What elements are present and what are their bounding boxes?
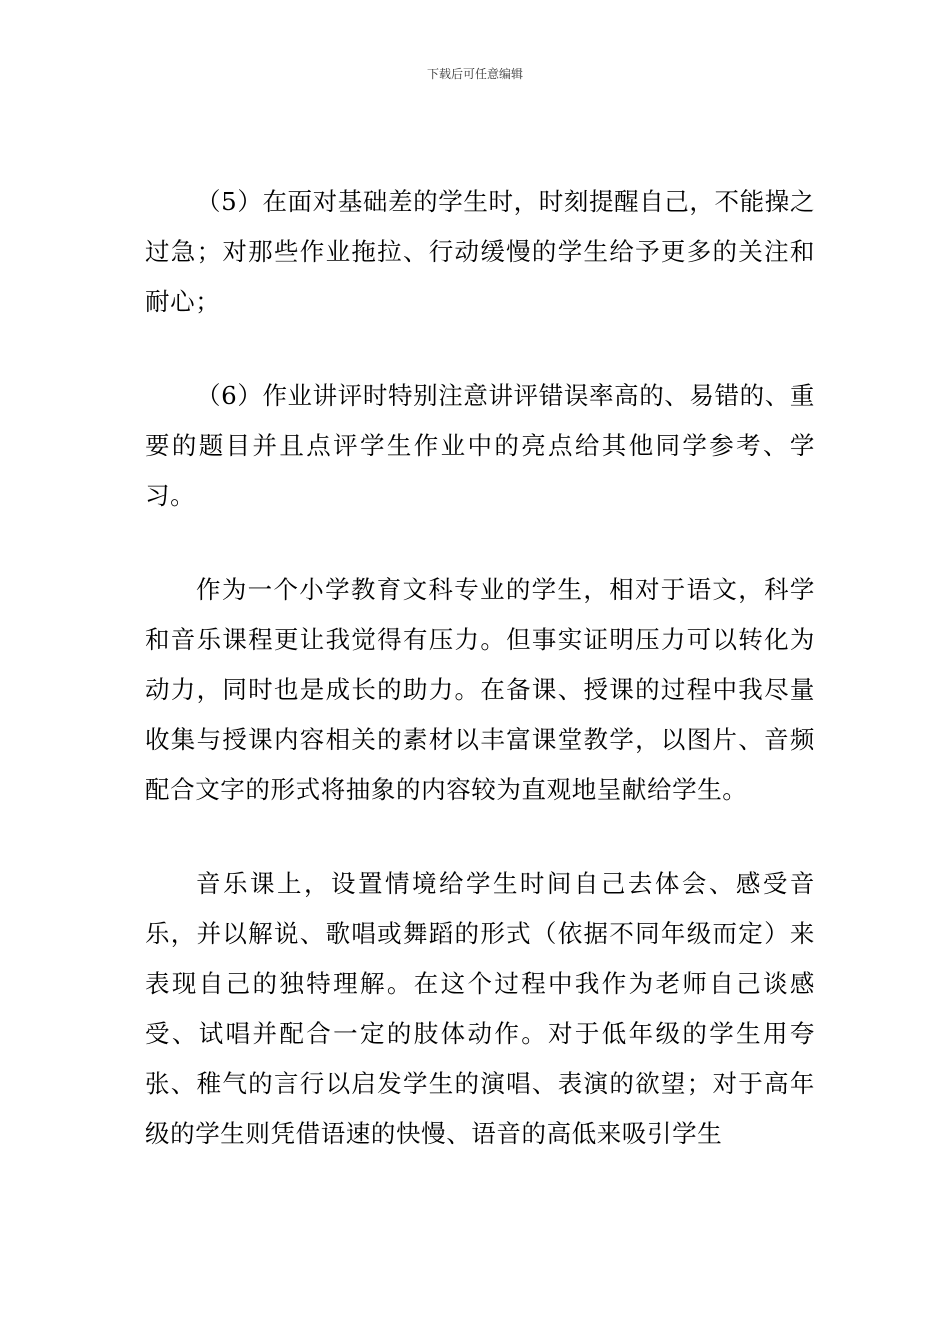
paragraph-item-5: （5）在面对基础差的学生时，时刻提醒自己，不能操之过急；对那些作业拖拉、行动缓慢的学生给予更多的关注和耐心；	[145, 187, 815, 316]
document-body	[145, 177, 815, 1203]
page-header-note: 下载后可任意编辑	[426, 67, 523, 81]
paragraph-pressure-to-motivation: 作为一个小学教育文科专业的学生，相对于语文，科学和音乐课程更让我觉得有压力。但事实证明压力可以转化为动力，同时也是成长的助力。在备课、授课的过程中我尽量收集与授课内容相关的素材以丰富课堂教学，以图片、音频配合文字的形式将抽象的内容较为直观地呈献给学生。	[145, 575, 815, 804]
paragraph-music-class: 音乐课上，设置情境给学生时间自己去体会、感受音乐，并以解说、歌唱或舞蹈的形式（依据不同年级而定）来表现自己的独特理解。在这个过程中我作为老师自己谈感受、试唱并配合一定的肢体动作。对于低年级的学生用夸张、稚气的言行以启发学生的演唱、表演的欲望；对于高年级的学生则凭借语速的快慢、语音的高低来吸引学生	[145, 869, 815, 1148]
paragraph-item-6: （6）作业讲评时特别注意讲评错误率高的、易错的、重要的题目并且点评学生作业中的亮点给其他同学参考、学习。	[145, 381, 815, 510]
